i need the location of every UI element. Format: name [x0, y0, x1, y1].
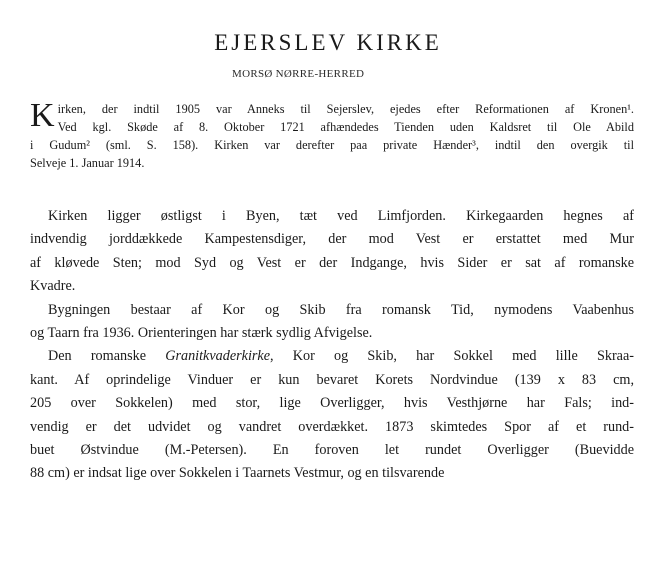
text-line: Kvadre. [30, 278, 76, 295]
intro-line: irken, der indtil 1905 var Anneks til Sejerslev, ejedes efter Reformationen af Kronen¹. [57, 102, 634, 116]
text-line: kant. Af oprindelige Vinduer er kun bevaret Korets Nordvindue (139 x 83 cm, [30, 371, 634, 388]
text-line: 205 over Sokkelen) med stor, lige Overligger, hvis Vesthjørne har Fals; ind- [30, 395, 634, 412]
text-line: og Taarn fra 1936. Orienteringen har stærk sydlig Afvigelse. [30, 325, 373, 342]
intro-line: Ved kgl. Skøde af 8. Oktober 1721 afhændedes Tienden uden Kaldsret til Ole Abild [57, 120, 634, 134]
intro-line: i Gudum² (sml. S. 158). Kirken var derefter paa private Hænder³, indtil den overgik til [30, 138, 634, 152]
text-line: af kløvede Sten; mod Syd og Vest er der Indgange, hvis Sider er sat af romanske [30, 254, 634, 271]
body-paragraph [30, 205, 634, 299]
drop-cap: K [30, 97, 55, 134]
intro-paragraph [30, 97, 634, 172]
text-line: 88 cm) er indsat lige over Sokkelen i Taarnets Vestmur, og en tilsvarende [30, 465, 445, 482]
text-line: Den romanske Granitkvaderkirke, Kor og Skib, har Sokkel med lille Skraa- [48, 348, 634, 365]
text-line: vendig er det udvidet og vandret overdækket. 1873 skimtedes Spor af et rund- [30, 418, 634, 435]
body-paragraph [30, 299, 634, 346]
text-line: Kirken ligger østligst i Byen, tæt ved Limfjorden. Kirkegaarden hegnes af [48, 208, 634, 224]
body-text [30, 205, 634, 486]
text-line: indvendig jorddækkede Kampestensdiger, der mod Vest er erstattet med Mur [30, 231, 634, 248]
text-line: buet Østvindue (M.-Petersen). En foroven let rundet Overligger (Buevidde [30, 442, 634, 459]
page-title: EJERSLEV KIRKE [214, 30, 442, 55]
body-paragraph [30, 345, 634, 485]
text-line: Bygningen bestaar af Kor og Skib fra romansk Tid, nymodens Vaabenhus [48, 301, 634, 318]
emphasis-term: Granitkvaderkirke [165, 348, 270, 365]
intro-line: Selveje 1. Januar 1914. [30, 156, 145, 170]
page-subtitle: MORSØ NØRRE-HERRED [232, 68, 365, 80]
